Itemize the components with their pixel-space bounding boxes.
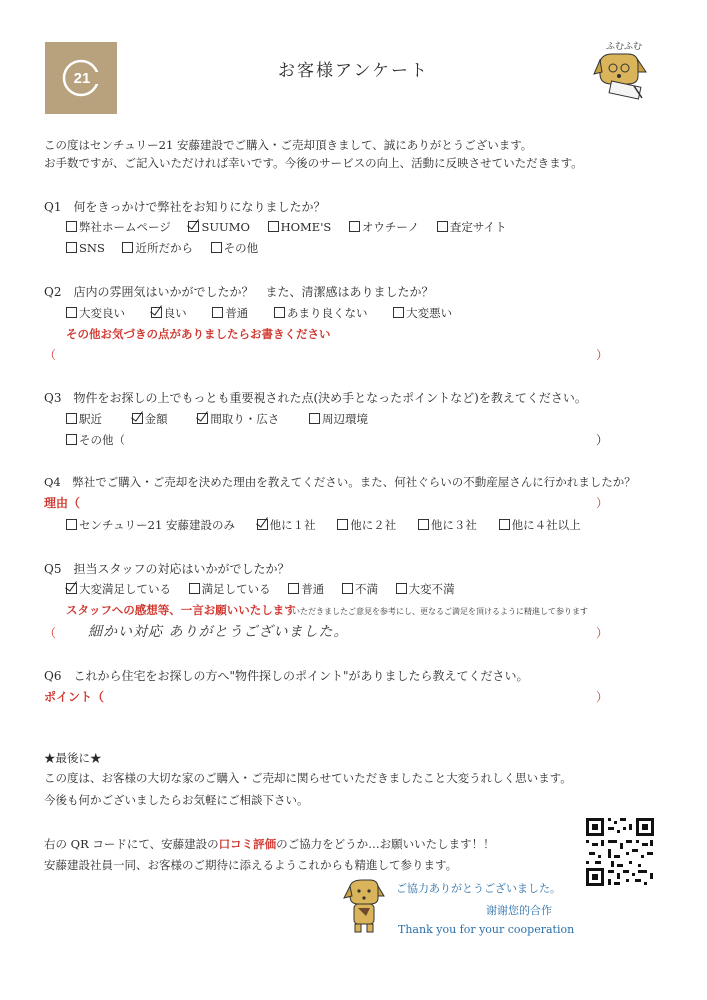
- checkbox-checked[interactable]: [66, 583, 77, 594]
- q4-reason-field[interactable]: [90, 496, 590, 512]
- q5-comment-prompt: スタッフへの感想等、一言お願いいたします: [66, 603, 296, 617]
- q6-point-paren-close: ）: [596, 690, 609, 704]
- q3-other-row: [66, 432, 139, 448]
- checkbox[interactable]: [349, 221, 360, 232]
- q1-option-sns[interactable]: SNS: [66, 241, 105, 255]
- checkbox-checked[interactable]: [188, 221, 199, 232]
- q2-comment-prompt: その他お気づきの点がありましたらお書きください: [66, 327, 331, 341]
- q1-option-ouchino[interactable]: オウチーノ: [349, 219, 419, 235]
- q5-options: [66, 581, 469, 597]
- q4-question: Q4 弊社でご購入・ご売却を決めた理由を教えてください。また、何社ぐらいの不動産屋さんに行かれましたか？: [44, 475, 636, 489]
- checkbox[interactable]: [437, 221, 448, 232]
- q3-option-layout[interactable]: 間取り・広さ: [197, 411, 279, 427]
- checkbox[interactable]: [499, 519, 510, 530]
- q2-comment-paren-open: （: [44, 348, 57, 362]
- q2-option-normal[interactable]: 普通: [212, 305, 248, 321]
- q2-question: Q2 店内の雰囲気はいかがでしたか？ また、清潔感はありましたか？: [44, 285, 434, 299]
- q1-option-homes[interactable]: HOME'S: [268, 220, 332, 234]
- q5-handwritten-answer[interactable]: 細かい対応 ありがとうございました。: [88, 624, 349, 640]
- q1-question: Q1 何をきっかけで弊社をお知りになりましたか？: [44, 200, 326, 214]
- q5-option-dissatisfied[interactable]: 不満: [342, 581, 378, 597]
- q5-option-very-dissatisfied[interactable]: 大変不満: [396, 581, 455, 597]
- closing-line-2: 今後も何かございましたらお気軽にご相談下さい。: [44, 793, 309, 807]
- q2-option-very-good[interactable]: 大変良い: [66, 305, 125, 321]
- q3-option-price[interactable]: 金額: [132, 411, 168, 427]
- q4-reason-paren-close: ）: [596, 496, 609, 510]
- q2-option-not-good[interactable]: あまり良くない: [274, 305, 368, 321]
- checkbox[interactable]: [66, 307, 77, 318]
- q5-option-normal[interactable]: 普通: [288, 581, 324, 597]
- dog-mascot-illustration: [588, 40, 654, 100]
- q5-comment-note: いただきましたご意見を参考にし、更なるご満足を頂けるように精進して参ります: [292, 607, 588, 616]
- q5-question: Q5 担当スタッフの対応はいかがでしたか？: [44, 562, 290, 576]
- q4-option-4plus-others[interactable]: 他に４社以上: [499, 517, 581, 533]
- checkbox[interactable]: [66, 242, 77, 253]
- intro-line-2: お手数ですが、ご記入いただければ幸いです。今後のサービスの向上、活動に反映させていただきます。: [44, 156, 583, 170]
- page-title: お客様アンケート: [278, 61, 429, 81]
- q6-question: Q6 これから住宅をお探しの方へ"物件探しのポイント"がありましたら教えてください。: [44, 669, 529, 683]
- checkbox[interactable]: [122, 242, 133, 253]
- q2-option-very-bad[interactable]: 大変悪い: [393, 305, 452, 321]
- q2-option-good[interactable]: 良い: [151, 305, 187, 321]
- checkbox[interactable]: [337, 519, 348, 530]
- q4-option-1-other[interactable]: 他に１社: [257, 517, 316, 533]
- q2-options: [66, 305, 466, 321]
- closing-line-4: 安藤建設社員一同、お客様のご期待に添えるようこれからも精進して参ります。: [44, 858, 458, 872]
- review-qr-code[interactable]: [584, 816, 656, 888]
- q3-options: [66, 411, 382, 427]
- q1-option-homepage[interactable]: 弊社ホームページ: [66, 219, 171, 235]
- intro-line-1: この度はセンチュリー21 安藤建設でご購入・ご売却頂きまして、誠にありがとうございます。: [44, 138, 533, 152]
- q2-comment-paren-close: ）: [596, 348, 609, 362]
- q2-comment-field[interactable]: [60, 348, 595, 364]
- checkbox[interactable]: [342, 583, 353, 594]
- checkbox[interactable]: [418, 519, 429, 530]
- thanks-chinese: 谢谢您的合作: [486, 904, 552, 917]
- q1-option-nearby[interactable]: 近所だから: [122, 240, 193, 256]
- mascot-text: ふむふむ: [606, 42, 643, 52]
- q1-option-other[interactable]: その他: [211, 240, 259, 256]
- checkbox[interactable]: [274, 307, 285, 318]
- checkbox[interactable]: [66, 519, 77, 530]
- q3-other-field[interactable]: [130, 432, 590, 448]
- checkbox-checked[interactable]: [132, 413, 143, 424]
- closing-heading: ★最後に★: [44, 751, 102, 765]
- checkbox-checked[interactable]: [257, 519, 268, 530]
- q6-point-field[interactable]: [110, 690, 590, 706]
- review-highlight: 口コミ評価: [218, 837, 277, 851]
- q1-option-satei-site[interactable]: 査定サイト: [437, 219, 507, 235]
- checkbox[interactable]: [268, 221, 279, 232]
- q3-option-station[interactable]: 駅近: [66, 411, 102, 427]
- checkbox[interactable]: [212, 307, 223, 318]
- q1-options-row-1: [66, 219, 521, 235]
- checkbox[interactable]: [393, 307, 404, 318]
- q4-option-only-us[interactable]: センチュリー21 安藤建設のみ: [66, 517, 235, 533]
- q3-question: Q3 物件をお探しの上でもっとも重要視された点(決め手となったポイントなど)を教えてください。: [44, 391, 587, 405]
- q4-option-2-others[interactable]: 他に２社: [337, 517, 396, 533]
- q5-comment-paren-open: （: [44, 626, 57, 640]
- closing-line-3: 右の QR コードにて、安藤建設の口コミ評価のご協力をどうか…お願いいたします！！: [44, 837, 495, 851]
- checkbox[interactable]: [309, 413, 320, 424]
- checkbox[interactable]: [396, 583, 407, 594]
- checkbox-checked[interactable]: [197, 413, 208, 424]
- dog-mascot-bottom-illustration: [340, 878, 386, 934]
- q4-options: [66, 517, 595, 533]
- checkbox[interactable]: [211, 242, 222, 253]
- q6-point-label: ポイント（: [44, 690, 105, 704]
- thanks-english: Thank you for your cooperation: [398, 923, 575, 936]
- q3-option-environment[interactable]: 周辺環境: [309, 411, 368, 427]
- q4-reason-label: 理由（: [44, 496, 81, 510]
- checkbox[interactable]: [288, 583, 299, 594]
- q3-option-other[interactable]: その他（: [66, 432, 125, 448]
- q1-option-suumo[interactable]: SUUMO: [188, 220, 249, 234]
- checkbox[interactable]: [66, 413, 77, 424]
- q5-option-very-satisfied[interactable]: 大変満足している: [66, 581, 171, 597]
- closing-line-1: この度は、お客様の大切な家のご購入・ご売却に関らせていただきましたこと大変うれしく思います。: [44, 771, 572, 785]
- q3-other-paren-close: ）: [596, 433, 609, 447]
- logo-text: 21: [73, 70, 91, 87]
- q5-option-satisfied[interactable]: 満足している: [189, 581, 271, 597]
- q1-options-row-2: [66, 240, 272, 256]
- thanks-japanese: ご協力ありがとうございました。: [396, 882, 561, 895]
- q5-comment-paren-close: ）: [596, 626, 609, 640]
- checkbox[interactable]: [66, 434, 77, 445]
- q4-option-3-others[interactable]: 他に３社: [418, 517, 477, 533]
- checkbox[interactable]: [189, 583, 200, 594]
- checkbox[interactable]: [66, 221, 77, 232]
- checkbox-checked[interactable]: [151, 307, 162, 318]
